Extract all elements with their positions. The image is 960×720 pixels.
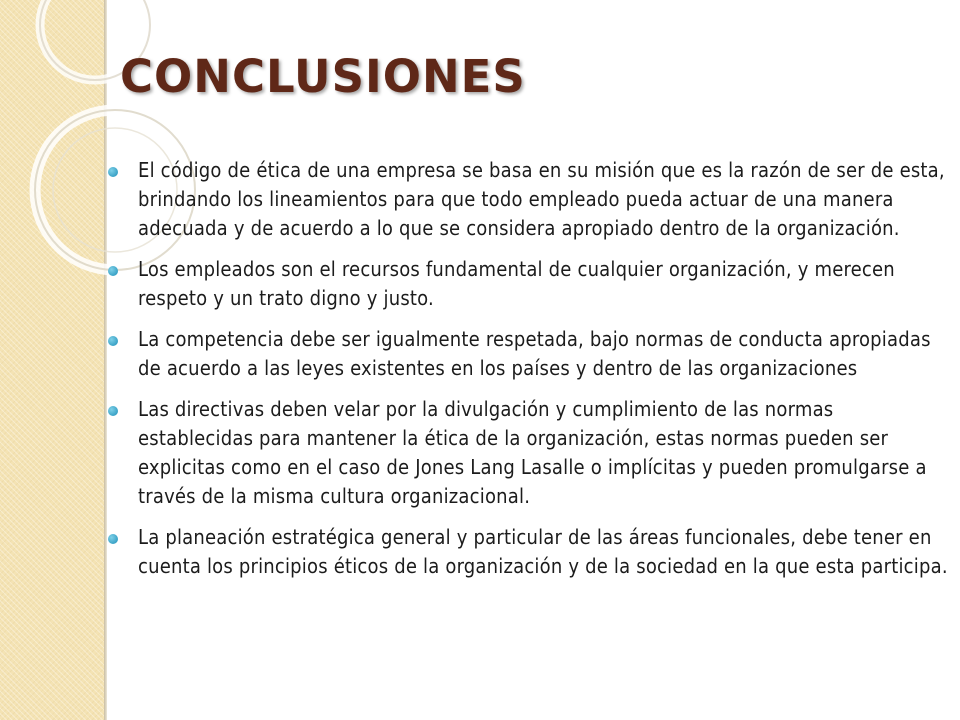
bullet-item xyxy=(108,156,948,243)
bullet-text: La planeación estratégica general y particular de las áreas funcionales, debe tener en cuenta los principios éticos de la organización y de la sociedad en la que esta participa. xyxy=(138,525,948,578)
bullet-text: El código de ética de una empresa se basa en su misión que es la razón de ser de esta, brindando los lineamientos para que todo empleado pueda actuar de una manera adecuada y de acuerdo a lo que se considera apropiado dentro de la organización. xyxy=(138,158,945,240)
bullet-dot-icon xyxy=(108,406,118,416)
bullet-dot-icon xyxy=(108,167,118,177)
bullet-dot-icon xyxy=(108,534,118,544)
bullet-list xyxy=(108,156,948,593)
bullet-item xyxy=(108,325,948,383)
bullet-item xyxy=(108,395,948,511)
bullet-text: Las directivas deben velar por la divulgación y cumplimiento de las normas establecidas para mantener la ética de la organización, estas normas pueden ser explicitas como en el caso de Jones Lang Lasalle o implícitas y pueden promulgarse a través de la misma cultura organizacional. xyxy=(138,397,927,508)
bullet-text: Los empleados son el recursos fundamental de cualquier organización, y merecen respeto y un trato digno y justo. xyxy=(138,257,895,310)
bullet-dot-icon xyxy=(108,336,118,346)
bullet-item xyxy=(108,523,948,581)
slide-title: CONCLUSIONES xyxy=(120,50,526,103)
bullet-item xyxy=(108,255,948,313)
bullet-dot-icon xyxy=(108,266,118,276)
bullet-text: La competencia debe ser igualmente respetada, bajo normas de conducta apropiadas de acuerdo a las leyes existentes en los países y dentro de las organizaciones xyxy=(138,327,931,380)
